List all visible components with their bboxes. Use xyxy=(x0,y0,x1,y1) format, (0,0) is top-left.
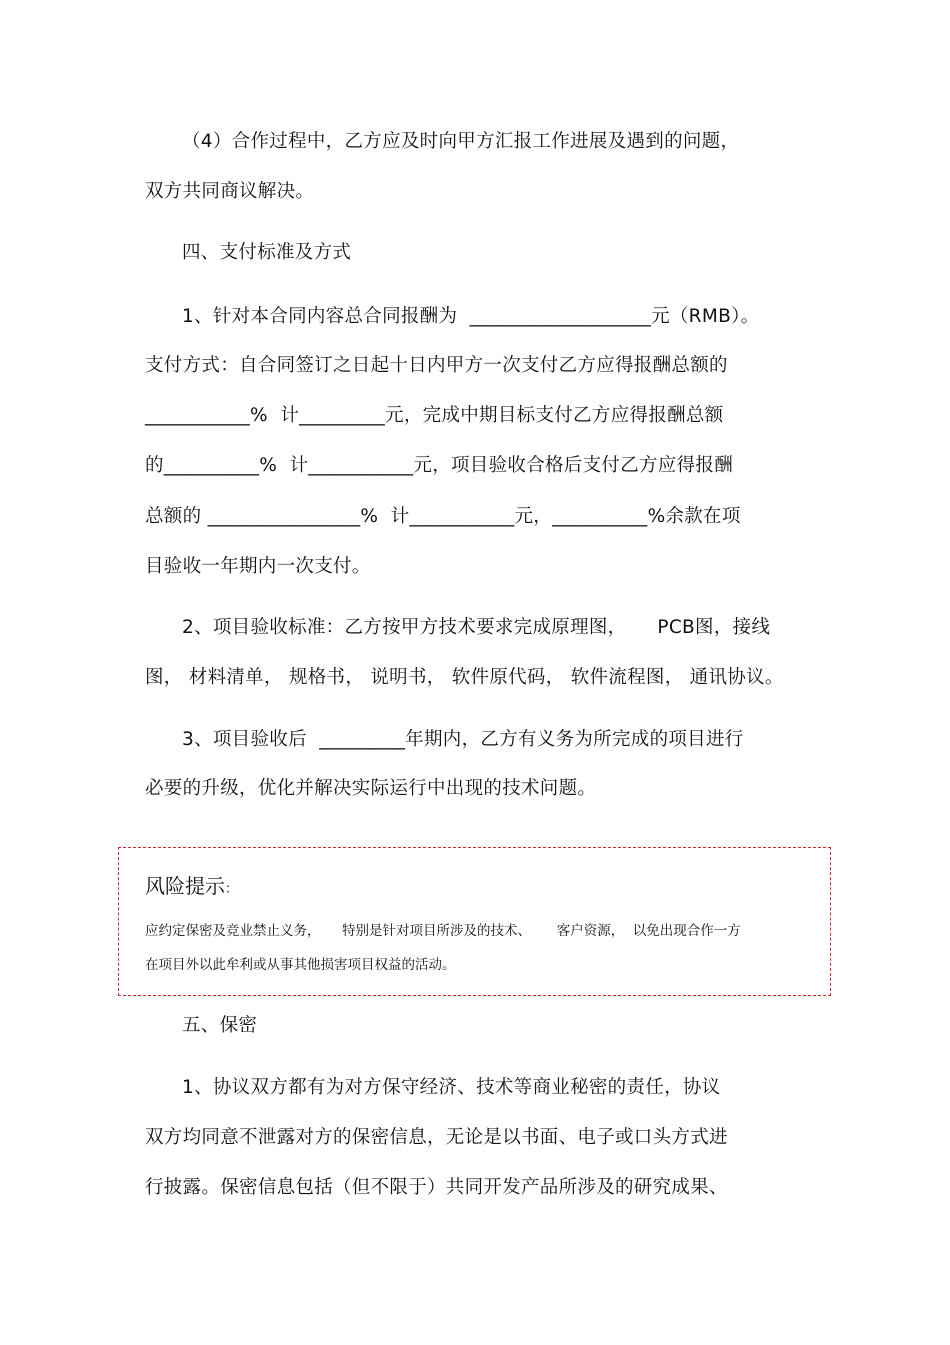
paragraph-line: 行披露。保密信息包括（但不限于）共同开发产品所涉及的研究成果、 xyxy=(145,1177,728,1198)
paragraph-line: 2、项目验收标准：乙方按甲方技术要求完成原理图， PCB图，接线 xyxy=(182,617,771,638)
risk-notice-title xyxy=(145,873,238,903)
paragraph-line: 双方均同意不泄露对方的保密信息，无论是以书面、电子或口头方式进 xyxy=(145,1127,728,1148)
paragraph-line: ___________% 计_________元，完成中期目标支付乙方应得报酬总额 xyxy=(145,405,724,426)
section-heading: 五、保密 xyxy=(182,1015,258,1036)
paragraph-line: 1、针对本合同内容总合同报酬为 ___________________元（RMB）。 xyxy=(182,306,760,327)
paragraph-line: 1、协议双方都有为对方保守经济、技术等商业秘密的责任，协议 xyxy=(182,1077,721,1098)
paragraph-line: 目验收一年期内一次支付。 xyxy=(145,556,371,577)
paragraph-line: 支付方式：自合同签订之日起十日内甲方一次支付乙方应得报酬总额的 xyxy=(145,355,728,376)
paragraph-line: 双方共同商议解决。 xyxy=(145,181,315,202)
risk-title-colon: ： xyxy=(225,882,239,897)
risk-notice-text: 应约定保密及竞业禁止义务， 特别是针对项目所涉及的技术、 客户资源， 以免出现合作一方 xyxy=(145,923,741,939)
paragraph-line: 图， 材料清单， 规格书， 说明书， 软件原代码， 软件流程图， 通讯协议。 xyxy=(145,667,784,688)
paragraph-line: 3、项目验收后 _________年期内，乙方有义务为所完成的项目进行 xyxy=(182,729,744,750)
paragraph-line: 总额的 ________________% 计___________元，__________%余款在项 xyxy=(145,506,741,527)
paragraph-line: 的__________% 计___________元，项目验收合格后支付乙方应得报酬 xyxy=(145,455,733,476)
risk-notice-text: 在项目外以此牟利或从事其他损害项目权益的活动。 xyxy=(145,957,456,973)
paragraph-line: 必要的升级，优化并解决实际运行中出现的技术问题。 xyxy=(145,778,597,799)
paragraph-line: （4）合作过程中，乙方应及时向甲方汇报工作进展及遇到的问题， xyxy=(182,131,740,152)
section-heading: 四、支付标准及方式 xyxy=(182,242,352,263)
risk-title-text: 风险提示 xyxy=(145,874,225,898)
